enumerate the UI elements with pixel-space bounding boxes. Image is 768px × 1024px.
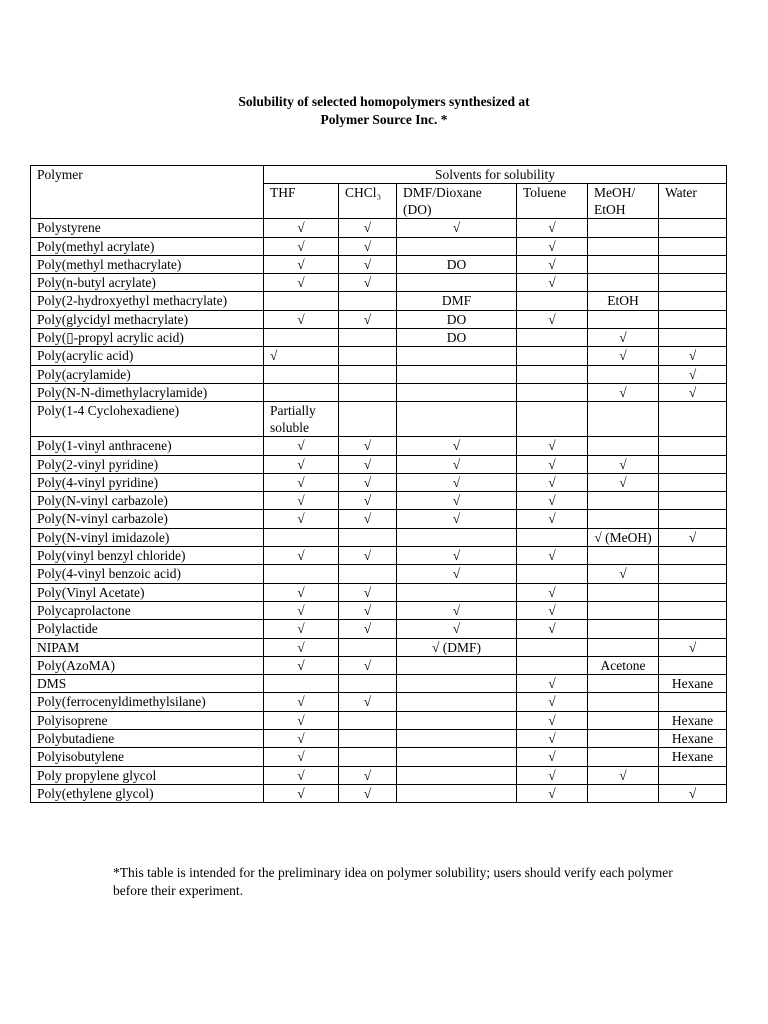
solubility-cell: √ <box>397 473 517 491</box>
table-row <box>31 547 727 565</box>
solvent-header-water: Water <box>659 184 727 219</box>
solubility-cell <box>339 711 397 729</box>
table-row <box>31 402 727 437</box>
solubility-cell <box>659 656 727 674</box>
table-row <box>31 329 727 347</box>
solvent-header-chcl3: CHCl₃ <box>339 184 397 219</box>
solubility-cell <box>659 693 727 711</box>
solubility-cell <box>659 473 727 491</box>
table-row <box>31 255 727 273</box>
solubility-cell: Acetone <box>588 656 659 674</box>
polymer-column-header: Polymer <box>31 166 264 219</box>
solubility-cell: √ <box>517 784 588 802</box>
table-row <box>31 310 727 328</box>
solubility-cell <box>588 675 659 693</box>
solubility-cell <box>588 748 659 766</box>
table-row <box>31 219 727 237</box>
solubility-cell <box>397 274 517 292</box>
polymer-name-cell: Poly(Vinyl Acetate) <box>31 583 264 601</box>
solubility-cell: √ <box>339 492 397 510</box>
solubility-cell <box>264 675 339 693</box>
solubility-cell: √ <box>339 766 397 784</box>
solubility-cell <box>264 292 339 310</box>
solubility-cell: √ <box>397 455 517 473</box>
solubility-cell <box>588 365 659 383</box>
solubility-cell <box>397 656 517 674</box>
solubility-cell: √ <box>517 473 588 491</box>
table-row <box>31 383 727 401</box>
polymer-name-cell: Poly(N-vinyl carbazole) <box>31 492 264 510</box>
table-row <box>31 365 727 383</box>
solubility-cell: √ <box>517 620 588 638</box>
solubility-cell: √ <box>517 675 588 693</box>
solubility-cell: √ <box>397 565 517 583</box>
polymer-name-cell: Poly(vinyl benzyl chloride) <box>31 547 264 565</box>
solubility-cell <box>339 638 397 656</box>
solubility-cell: √ <box>339 656 397 674</box>
solubility-cell <box>264 528 339 546</box>
solubility-cell <box>339 402 397 437</box>
polymer-name-cell: Poly(n-butyl acrylate) <box>31 274 264 292</box>
solubility-cell <box>339 383 397 401</box>
solubility-cell <box>397 365 517 383</box>
solvent-header-dmf-dioxane: DMF/Dioxane (DO) <box>397 184 517 219</box>
table-row <box>31 711 727 729</box>
table-row <box>31 766 727 784</box>
polymer-name-cell: Poly(2-hydroxyethyl methacrylate) <box>31 292 264 310</box>
solubility-cell: √ <box>339 274 397 292</box>
solubility-cell: √ <box>517 547 588 565</box>
solubility-cell: √ <box>588 347 659 365</box>
solubility-cell <box>397 237 517 255</box>
polymer-name-cell: Poly(N-vinyl carbazole) <box>31 510 264 528</box>
solubility-cell: Hexane <box>659 711 727 729</box>
solubility-cell: √ <box>339 510 397 528</box>
polymer-name-cell: Poly(N-N-dimethylacrylamide) <box>31 383 264 401</box>
table-row <box>31 274 727 292</box>
solubility-cell: √ <box>264 656 339 674</box>
polymer-name-cell: Polyisoprene <box>31 711 264 729</box>
solubility-cell <box>659 219 727 237</box>
solubility-cell: √ <box>264 547 339 565</box>
solubility-cell: √ <box>339 455 397 473</box>
solubility-cell <box>588 620 659 638</box>
table-row <box>31 473 727 491</box>
solubility-cell <box>397 748 517 766</box>
solubility-cell <box>397 730 517 748</box>
solubility-cell <box>339 748 397 766</box>
solubility-cell: √ <box>517 748 588 766</box>
solubility-cell: √ <box>264 784 339 802</box>
solubility-cell: √ <box>397 492 517 510</box>
solubility-cell <box>588 547 659 565</box>
solubility-cell <box>588 601 659 619</box>
solubility-cell: √ <box>264 255 339 273</box>
solubility-cell: √ <box>517 219 588 237</box>
polymer-name-cell: Poly propylene glycol <box>31 766 264 784</box>
solubility-cell: √ <box>659 365 727 383</box>
solubility-cell <box>659 329 727 347</box>
solubility-cell <box>588 711 659 729</box>
polymer-name-cell: Polystyrene <box>31 219 264 237</box>
solvent-header-thf: THF <box>264 184 339 219</box>
solubility-cell: √ (MeOH) <box>588 528 659 546</box>
solubility-cell: √ <box>517 492 588 510</box>
polymer-name-cell: Poly(1-vinyl anthracene) <box>31 437 264 455</box>
table-row <box>31 748 727 766</box>
solubility-cell: √ <box>517 711 588 729</box>
solubility-cell <box>264 565 339 583</box>
solubility-cell: √ <box>264 583 339 601</box>
table-row <box>31 237 727 255</box>
solubility-cell <box>588 402 659 437</box>
polymer-name-cell: Polybutadiene <box>31 730 264 748</box>
table-row <box>31 455 727 473</box>
table-row <box>31 437 727 455</box>
solubility-cell: √ <box>517 255 588 273</box>
table-row <box>31 730 727 748</box>
title-line-1: Solubility of selected homopolymers synthesized at <box>238 94 530 109</box>
solubility-cell <box>659 620 727 638</box>
solubility-cell: √ <box>264 274 339 292</box>
solubility-cell: Hexane <box>659 730 727 748</box>
table-row <box>31 510 727 528</box>
solubility-cell <box>517 347 588 365</box>
solubility-cell: √ <box>264 347 339 365</box>
solubility-cell: √ (DMF) <box>397 638 517 656</box>
solubility-cell <box>517 329 588 347</box>
table-row <box>31 693 727 711</box>
polymer-name-cell: Poly(acrylamide) <box>31 365 264 383</box>
solubility-cell <box>659 766 727 784</box>
solubility-cell <box>517 292 588 310</box>
polymer-name-cell: Poly(glycidyl methacrylate) <box>31 310 264 328</box>
polymer-name-cell: Poly(acrylic acid) <box>31 347 264 365</box>
solubility-cell <box>659 292 727 310</box>
solubility-cell <box>588 583 659 601</box>
polymer-name-cell: Poly(2-vinyl pyridine) <box>31 455 264 473</box>
solubility-cell <box>397 583 517 601</box>
solubility-cell <box>517 638 588 656</box>
solubility-cell: √ <box>339 601 397 619</box>
polymer-name-cell: Poly(ethylene glycol) <box>31 784 264 802</box>
solubility-cell <box>517 656 588 674</box>
solubility-cell: √ <box>517 310 588 328</box>
solvent-header-meoh-etoh: MeOH/ EtOH <box>588 184 659 219</box>
solubility-cell <box>659 455 727 473</box>
solubility-cell <box>588 274 659 292</box>
solubility-cell <box>397 693 517 711</box>
solubility-cell: √ <box>517 583 588 601</box>
solubility-cell <box>588 693 659 711</box>
solubility-cell <box>339 347 397 365</box>
solubility-cell <box>397 383 517 401</box>
solvent-header-toluene: Toluene <box>517 184 588 219</box>
solubility-cell: √ <box>397 219 517 237</box>
solubility-cell: √ <box>659 383 727 401</box>
solubility-cell <box>659 255 727 273</box>
solubility-cell <box>339 292 397 310</box>
solubility-cell: √ <box>264 310 339 328</box>
solubility-cell: √ <box>264 455 339 473</box>
polymer-name-cell: Poly(methyl acrylate) <box>31 237 264 255</box>
solubility-cell: √ <box>397 620 517 638</box>
solubility-cell: √ <box>397 547 517 565</box>
solubility-cell: √ <box>517 766 588 784</box>
solubility-cell: √ <box>339 310 397 328</box>
polymer-name-cell: Poly(methyl methacrylate) <box>31 255 264 273</box>
solubility-cell: √ <box>264 237 339 255</box>
solubility-cell <box>339 730 397 748</box>
solubility-cell: √ <box>339 693 397 711</box>
solubility-cell <box>339 365 397 383</box>
solubility-cell <box>588 237 659 255</box>
solubility-cell <box>659 437 727 455</box>
solubility-cell: √ <box>588 473 659 491</box>
solubility-table <box>30 165 727 803</box>
solubility-cell <box>588 310 659 328</box>
solubility-cell: √ <box>397 510 517 528</box>
solubility-cell: √ <box>264 473 339 491</box>
solubility-cell <box>339 329 397 347</box>
solubility-cell <box>659 310 727 328</box>
polymer-name-cell: Poly(ferrocenyldimethylsilane) <box>31 693 264 711</box>
solubility-cell: Hexane <box>659 675 727 693</box>
solubility-table-body <box>31 166 727 803</box>
solubility-cell <box>659 492 727 510</box>
polymer-name-cell: Polyisobutylene <box>31 748 264 766</box>
solubility-cell: √ <box>339 784 397 802</box>
solubility-cell <box>517 402 588 437</box>
solubility-cell: √ <box>264 730 339 748</box>
polymer-name-cell: Polylactide <box>31 620 264 638</box>
table-row <box>31 347 727 365</box>
solubility-cell: √ <box>659 528 727 546</box>
polymer-name-cell: Polycaprolactone <box>31 601 264 619</box>
table-row <box>31 601 727 619</box>
solubility-cell: √ <box>588 455 659 473</box>
solubility-cell: √ <box>264 437 339 455</box>
solubility-cell <box>264 383 339 401</box>
solubility-cell <box>517 565 588 583</box>
solubility-cell: √ <box>339 583 397 601</box>
solubility-cell: √ <box>517 437 588 455</box>
table-row <box>31 583 727 601</box>
solubility-cell <box>397 347 517 365</box>
solubility-cell: √ <box>264 510 339 528</box>
solubility-cell <box>517 383 588 401</box>
table-header-row-1 <box>31 166 727 184</box>
solubility-cell: DO <box>397 255 517 273</box>
solubility-cell <box>588 784 659 802</box>
solubility-cell: √ <box>517 693 588 711</box>
table-row <box>31 656 727 674</box>
solvents-group-header: Solvents for solubility <box>264 166 727 184</box>
solubility-cell <box>397 784 517 802</box>
solubility-cell <box>264 329 339 347</box>
solubility-cell <box>397 675 517 693</box>
solubility-cell: √ <box>517 601 588 619</box>
solubility-cell <box>659 601 727 619</box>
footnote: *This table is intended for the preliminary idea on polymer solubility; users should verify each polymer before their experiment. <box>113 865 673 898</box>
solubility-cell: √ <box>264 711 339 729</box>
solubility-cell: √ <box>264 638 339 656</box>
solubility-cell: √ <box>339 219 397 237</box>
solubility-cell: √ <box>659 784 727 802</box>
solubility-cell: DMF <box>397 292 517 310</box>
solubility-cell <box>517 365 588 383</box>
table-row <box>31 638 727 656</box>
solubility-cell: √ <box>339 255 397 273</box>
solubility-cell <box>588 730 659 748</box>
table-row <box>31 492 727 510</box>
solubility-cell: √ <box>588 329 659 347</box>
solubility-cell: √ <box>517 237 588 255</box>
solubility-cell: √ <box>517 510 588 528</box>
solubility-cell: DO <box>397 329 517 347</box>
solubility-cell <box>397 528 517 546</box>
solubility-cell: √ <box>517 455 588 473</box>
solubility-cell: √ <box>659 638 727 656</box>
solubility-cell: EtOH <box>588 292 659 310</box>
solubility-cell: √ <box>517 274 588 292</box>
solubility-cell: √ <box>397 601 517 619</box>
solubility-cell <box>659 510 727 528</box>
solubility-cell <box>397 711 517 729</box>
solubility-cell <box>588 492 659 510</box>
table-row <box>31 620 727 638</box>
solubility-cell: DO <box>397 310 517 328</box>
solubility-cell <box>659 547 727 565</box>
document-title <box>0 93 768 129</box>
solubility-cell: √ <box>264 693 339 711</box>
solubility-cell: √ <box>264 492 339 510</box>
solubility-cell: √ <box>339 237 397 255</box>
solubility-cell: √ <box>264 748 339 766</box>
table-row <box>31 292 727 310</box>
solubility-cell: √ <box>339 547 397 565</box>
polymer-name-cell: Poly(AzoMA) <box>31 656 264 674</box>
solubility-cell: √ <box>339 620 397 638</box>
solubility-cell <box>659 583 727 601</box>
table-row <box>31 784 727 802</box>
solubility-cell <box>659 402 727 437</box>
solubility-cell: Partially soluble <box>264 402 339 437</box>
solubility-cell: √ <box>588 383 659 401</box>
polymer-name-cell: Poly(▯-propyl acrylic acid) <box>31 329 264 347</box>
solubility-cell <box>588 638 659 656</box>
solubility-cell: √ <box>517 730 588 748</box>
solubility-cell <box>264 365 339 383</box>
solubility-cell <box>588 255 659 273</box>
solubility-cell: √ <box>264 601 339 619</box>
solubility-cell <box>517 528 588 546</box>
solubility-cell <box>659 237 727 255</box>
polymer-name-cell: Poly(4-vinyl pyridine) <box>31 473 264 491</box>
solubility-cell <box>339 528 397 546</box>
solubility-cell: √ <box>588 565 659 583</box>
solubility-cell <box>659 565 727 583</box>
solubility-cell <box>339 675 397 693</box>
title-line-2: Polymer Source Inc. * <box>320 112 448 127</box>
solubility-cell <box>588 510 659 528</box>
table-row <box>31 675 727 693</box>
solubility-cell <box>588 219 659 237</box>
table-row <box>31 565 727 583</box>
table-row <box>31 528 727 546</box>
solubility-cell: √ <box>659 347 727 365</box>
solubility-cell <box>397 402 517 437</box>
solubility-cell: √ <box>397 437 517 455</box>
solubility-cell <box>588 437 659 455</box>
polymer-name-cell: Poly(1-4 Cyclohexadiene) <box>31 402 264 437</box>
solubility-cell <box>339 565 397 583</box>
polymer-name-cell: DMS <box>31 675 264 693</box>
solubility-cell: √ <box>264 219 339 237</box>
solubility-cell <box>659 274 727 292</box>
polymer-name-cell: Poly(4-vinyl benzoic acid) <box>31 565 264 583</box>
solubility-cell: √ <box>264 766 339 784</box>
solubility-cell: √ <box>264 620 339 638</box>
solubility-cell: √ <box>339 437 397 455</box>
solubility-cell: √ <box>339 473 397 491</box>
polymer-name-cell: NIPAM <box>31 638 264 656</box>
solubility-cell: Hexane <box>659 748 727 766</box>
solubility-cell <box>397 766 517 784</box>
polymer-name-cell: Poly(N-vinyl imidazole) <box>31 528 264 546</box>
solubility-cell: √ <box>588 766 659 784</box>
